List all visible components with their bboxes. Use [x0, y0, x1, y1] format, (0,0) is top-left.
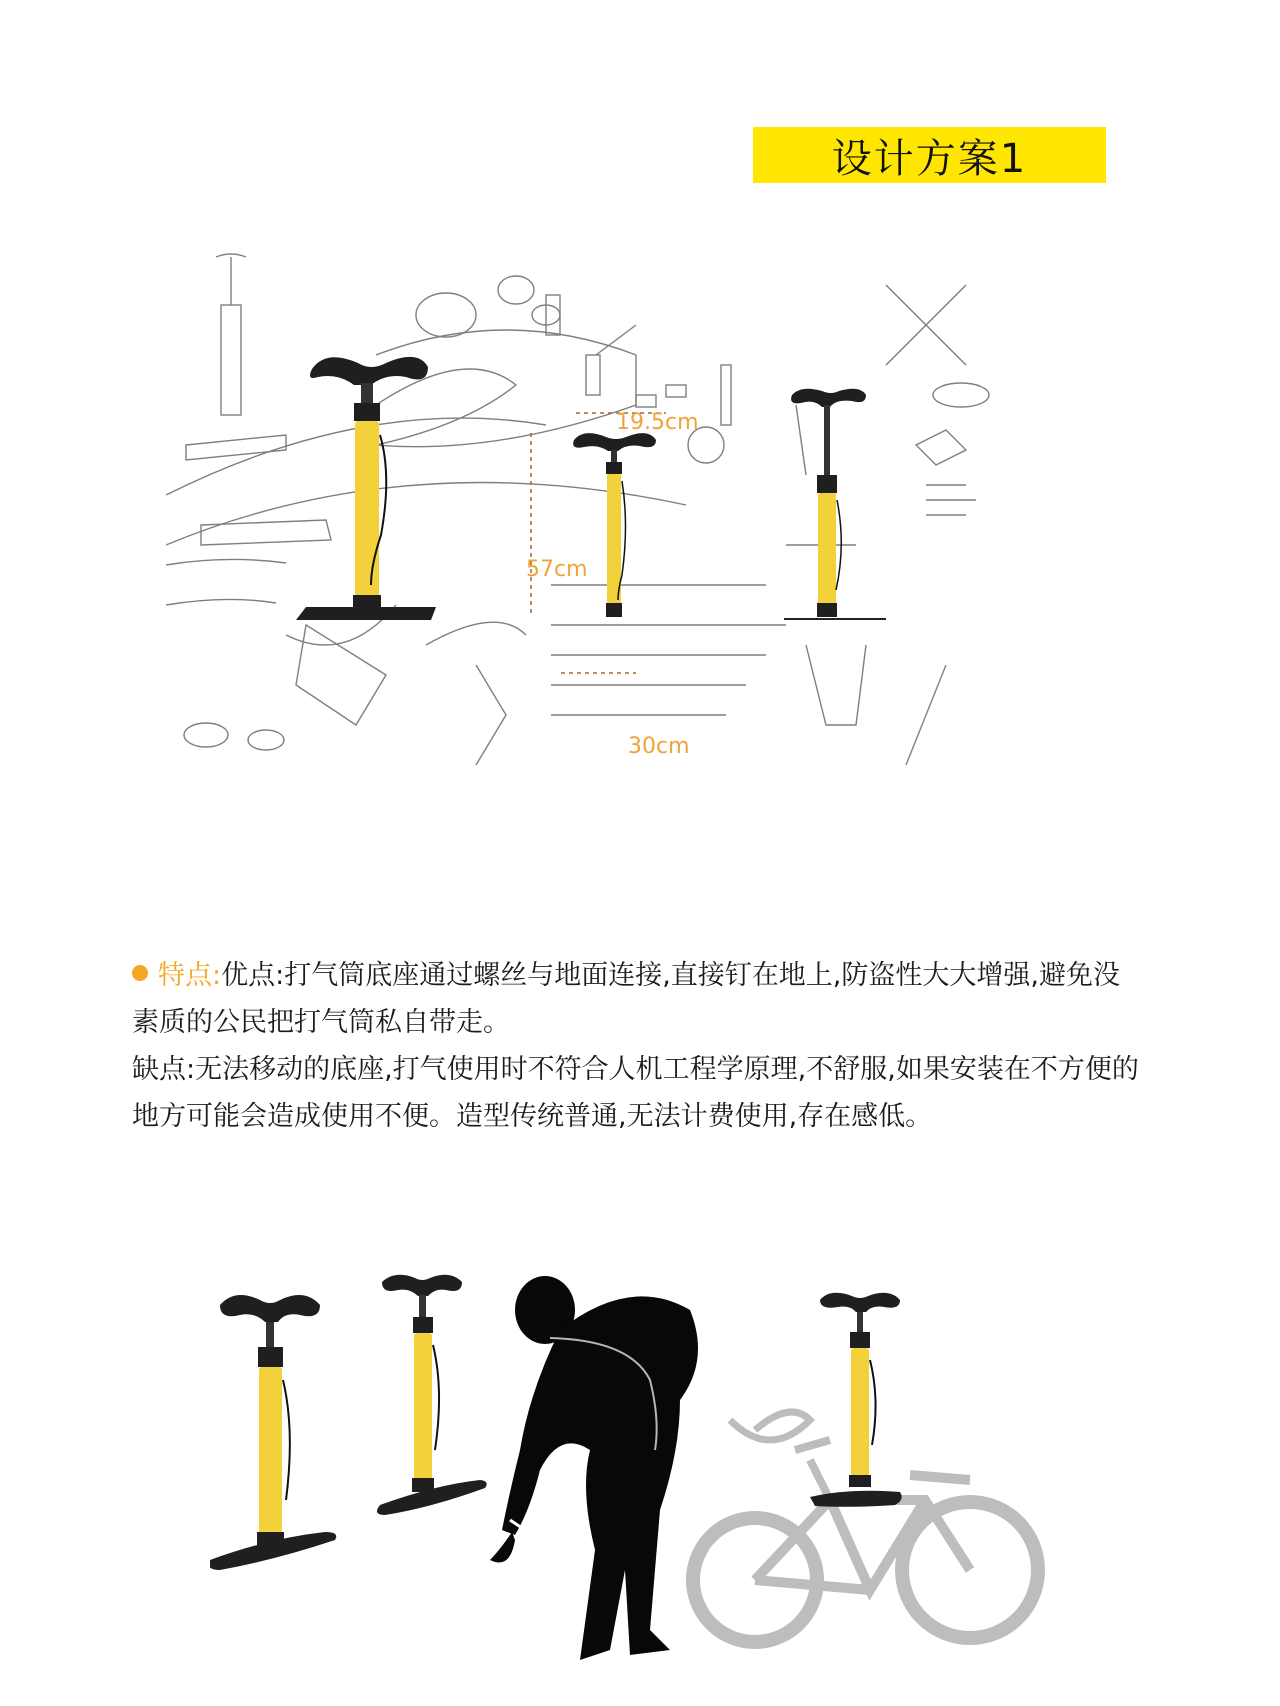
pump-render-small-1	[210, 1295, 336, 1570]
bullet-dot-icon	[132, 965, 148, 981]
usage-scene-illustration	[210, 1270, 1140, 1690]
pump-render-small-2	[377, 1275, 487, 1515]
person-silhouette	[490, 1276, 698, 1660]
dimension-label-height-small: 19.5cm	[616, 410, 699, 435]
dimension-label-base-width: 30cm	[628, 734, 690, 759]
disadvantages-text: 缺点:无法移动的底座,打气使用时不符合人机工程学原理,不舒服,如果安装在不方便的地方可能会造成使用不便。造型传统普通,无法计费使用,存在感低。	[132, 1054, 1139, 1132]
description-block	[132, 952, 1142, 1140]
advantages-paragraph	[132, 952, 1142, 1046]
title-bar	[753, 127, 1106, 183]
pump-render-bike	[810, 1293, 902, 1507]
advantages-text: 优点:打气筒底座通过螺丝与地面连接,直接钉在地上,防盗性大大增强,避免没素质的公民把打气筒私自带走。	[132, 960, 1120, 1038]
disadvantages-paragraph	[132, 1046, 1142, 1140]
dimension-label-height-large: 57cm	[526, 557, 588, 582]
page-title: 设计方案1	[831, 135, 1028, 182]
sketch-panel	[166, 245, 1126, 857]
feature-label: 特点:	[158, 960, 222, 991]
